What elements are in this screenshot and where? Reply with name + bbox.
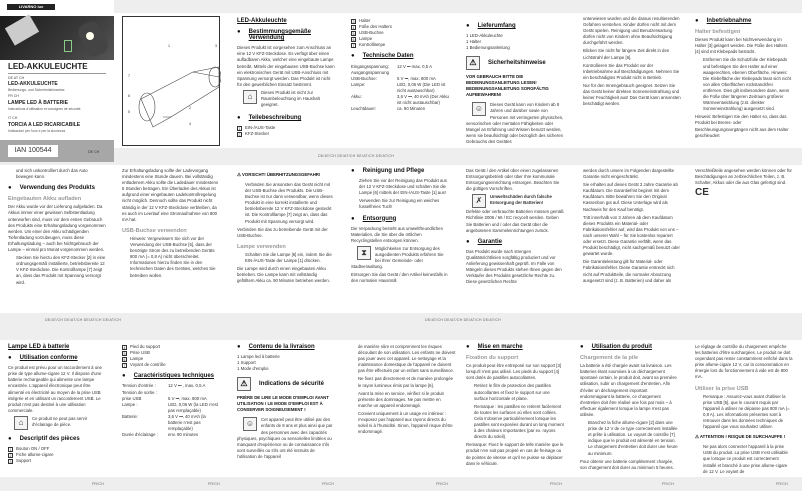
child-icon: ☺ bbox=[472, 102, 486, 116]
brand-logo: LIVARNO lux bbox=[7, 4, 55, 10]
flashlight-diagram bbox=[123, 17, 221, 147]
de-disposal-text2: Entsorgen Sie das Gerät / den Artikel keinesfalls in den normalen Hausmüll. bbox=[351, 272, 448, 284]
footer-fr-6: FR/CH bbox=[662, 482, 674, 486]
de-col-safety-cont bbox=[583, 16, 681, 109]
de-lamp-text: Die Lampe wird durch einen eingebauten Akku betrieben. Die Lampe kann mit vollständig gefülltem Akku ca. 90 Minuten betrieben werden. bbox=[237, 266, 330, 284]
de-battery-heading: Umweltschäden durch falsche Entsorgung der Batterien! bbox=[490, 194, 552, 206]
fr-overheat-heading: ⚠ ATTENTION ! RISQUE DE SURCHAUFFE ! bbox=[695, 434, 786, 440]
de-part-3: 3 Halter bbox=[352, 18, 371, 24]
de-charge-text: Der Akku wurde vor der Lieferung aufgeladen. Da Akkus immer einer gewissen Selbstentladung unterworfen sind, muss vor dem ersten Gebrauch des Produkts eine Erhaltungsladung vorgenommen werden. Um einer den Akku schädigenden Tiefentladung vorzubeugen, muss diese Erhaltungsladung – auch bei Nichtgebrauch der Lampe – einmal pro Monat vorgenommen werden. bbox=[8, 204, 106, 253]
de-lamp-heading: Lampe verwenden bbox=[237, 243, 286, 250]
cover-flags: DE CH bbox=[88, 150, 100, 154]
de-disposal-heading: Entsorgung bbox=[362, 215, 397, 222]
de-charge-text2: Zur Erhaltungsladung sollte der Ladevorgang mindestens eine Stunde dauern. Bei vollständig entladenem Akku sollte die Ladedauer mindestens 5 Stunden betragen. Ein Überladen des Akkus ist aufgrund einer eingebauten Ladekontrollregelung nicht möglich. Dennoch sollte das Produkt nicht ständig in der 12 V KFZ-Steckdose verbleiben, da es auch im Leerlauf eine Stromaufnahme von 800 mA hat. bbox=[122, 168, 219, 222]
fr-charge-text3: Le réglage de contrôle du chargement empêche les batteries d'être surchargées. Le produit ne doit cependant pas rester constamment enfiché dans la prise allume-cigare 12 V, car la consommation en énergie lors du fonctionnement à vide est de 800 mA. bbox=[695, 344, 793, 380]
fr-scope-item: 1 Support bbox=[237, 360, 256, 366]
de-safety-caps: VOR GEBRAUCH BITTE DIE BEDIENUNGSANLEITUNG LESEN! BEDIENUNGSANLEITUNG SORGFÄLTIG AUFBEWAHREN! bbox=[466, 74, 549, 98]
de-safety-heading: Sicherheitshinweise bbox=[488, 60, 546, 67]
fr-charge-heading: Chargement de la pile bbox=[580, 355, 639, 362]
footer-row1: DE/AT/CH DE/AT/CH DE/AT/CH DE/AT/CH bbox=[318, 154, 395, 158]
de-tech-heading: Technische Daten bbox=[362, 53, 414, 60]
de-warranty-text6: Verschleißteile angesehen werden können oder für Beschädigungen an zerbrechlichen Teilen, z. B. Schalter, Akkus oder die aus Glas gefertigt sind. bbox=[695, 168, 792, 186]
crossed-bin-icon: ✗ bbox=[472, 194, 486, 208]
fr-holder-note: Remarque: Fixez le support de telle manière que le produit n'en soit pas projeté en cas de freinage ou de pointes de vitesse et qu'il ne puisse se déplacer dans le véhicule. bbox=[466, 442, 564, 466]
fr-part-2: 2 Fiche allume-cigare bbox=[9, 452, 54, 458]
fr-use-text: Ce produit est prévu pour un raccordement à une prise de type allume-cigare 12 V. Il dispose d'une batterie rechargeable qui alimente une lampe encastrée. L'appareil électronique peut être alimenté en électricité au moyen de la prise USB intégrée et en utilisant un raccordement USB. Le produit n'est pas destiné à une utilisation commerciale. bbox=[8, 365, 102, 413]
fr-safety-cont: de manière sûre et comprennent les risques découlant de son utilisation. Les enfants ne doivent pas jouer avec cet appareil. Le nettoyage et la maintenance domestique de l'appareil ne doivent pas être effectués par un enfant sans surveillance. bbox=[358, 344, 456, 374]
fr-part-1: 1 Bouton ON / OFF bbox=[9, 446, 50, 452]
warning-icon: ⚠ bbox=[695, 434, 700, 440]
de-disposal-text3: Das Gerät / den Artikel über einen zugelassenen Entsorgungsbetrieb oder über Ihre kommunale Entsorgungseinrichtung entsorgen. Beachten Sie die gültigen Vorschriften. bbox=[466, 168, 560, 192]
cover-subtitle-fr: Instructions d'utilisation et consignes de sécurité bbox=[8, 107, 81, 111]
de-clean-bullet: Ziehen Sie vor der Reinigung das Produkt aus der 12 V KFZ-Steckdose und schalten Sie die Lampe [6] mittels der EIN-/AUS-Taste [1] aus! bbox=[359, 178, 447, 196]
fr-scope-heading: Contenu de la livraison bbox=[248, 344, 315, 350]
cover-title-it: TORCIA A LED RICARICABILE bbox=[8, 122, 81, 128]
fr-safety-bullet: Ne fixez pas directement et de manière prolongée le rayon lumineux émis par la lampe [6]. bbox=[358, 376, 454, 388]
fr-part-5: 5 Prise USB bbox=[123, 350, 150, 356]
child-icon: ☺ bbox=[243, 417, 257, 431]
de-overheat-heading: ⚠ VORSICHT! ÜBERHITZUNGSGEFAHR! bbox=[237, 172, 321, 177]
cover-title-fr: LAMPE LED À BATTERIE bbox=[8, 100, 68, 106]
fr-col-tech: 4 Pied du support 5 Prise USB 6 Lampe 7 Voyant de contrôle ● Caractéristiques techniques Tension d'entrée : 12 V ⎓ , max. 0,5 A Tension de sortie : prise USB 5 V ⎓, max. 800 mA Lampe : LED, 0,06 W (la LED n'est pas remplaçable) Batterie: 3,6 V ⎓, 40 mAh (la batterie n'est pas remplaçable) Durée d'éclairage : env. 90 minutes bbox=[122, 344, 219, 438]
footer-fr-7: FR/CH bbox=[776, 482, 788, 486]
de-safety-bullet: Kontrollieren Sie das Produkt vor der Inbetriebnahme auf Beschädigungen. Nehmen Sie ein beschädigtes Produkt nicht in Betrieb. bbox=[583, 62, 680, 80]
de-col-usb bbox=[122, 168, 220, 281]
de-disposal-text: Die Verpackung besteht aus umweltfreundlichen Materialien, die Sie über die örtlichen Recyclingstellen entsorgen können. bbox=[351, 225, 443, 243]
de-use-text: Dieses Produkt ist vorgesehen zum Anschluss an eine 12 V KFZ-Steckdose. Es verfügt über einen aufladbaren Akku, welcher eine eingebaute Lampe betreibt. Mittels der eingebauten USB-Buchse kann ein elektronisches Gerät mit USB-Anschluss mit Spannung versorgt werden. Das Produkt ist nicht für den gewerblichen Einsatz bestimmt. bbox=[237, 45, 335, 87]
footer-fr-4: FR/CH bbox=[436, 482, 448, 486]
lang-flags-fr: FR CH bbox=[8, 94, 19, 98]
warning-icon: ⚠ bbox=[237, 377, 251, 391]
fr-charge-bullet: Branchez la fiche allume-cigare [2] dans une prise de 12 V de ce type correctement installée et prête à utilisation. Le voyant de contrôle [7] indique que le produit est alimenté en tension. Le chargement d'entretien doit durer une heure au minimum. bbox=[588, 420, 678, 456]
footer-fr-1: FR/CH bbox=[92, 482, 104, 486]
de-warranty-text4: Tritt innerhalb von 3 Jahren ab dem Kaufdatum dieses Produkts ein Material- oder Fabrikationsfehler auf, wird das Produkt von uns – nach unserer Wahl – für Sie kostenlos repariert oder ersetzt. Diese Garantie verfällt, wenn das Produkt beschädigt, nicht sachgemäß benutzt oder gewartet wurde. bbox=[583, 214, 680, 257]
de-col-end bbox=[695, 168, 793, 199]
warning-icon: ⚠ bbox=[466, 56, 480, 70]
de-usb-heading: USB-Buchse verwenden bbox=[122, 227, 187, 234]
no-room-lighting-icon: ⌂ bbox=[14, 416, 28, 430]
de-charge-bullet: Stecken Sie hierzu den KFZ-Stecker [2] in eine ordnungsgemäß installierte, betriebsbereite 12 V KFZ-Steckdose. Die Kontrolllampe [7] zeigt an, dass das Produkt mit Spannung versorgt wird. bbox=[16, 255, 106, 285]
figure-label-1: 1 bbox=[168, 44, 170, 48]
de-part-1: 1 EIN-/AUS-Taste bbox=[238, 125, 276, 131]
de-use-note: Dieses Produkt ist nicht zur Raumbeleuchtung im Haushalt geeignet. bbox=[261, 89, 320, 108]
de-warranty-text: Das Produkt wurde nach strengen Qualitätsrichtlinien sorgfältig produziert und vor Anlieferung gewissenhaft geprüft. Im Falle von Mängeln dieses Produkts stehen Ihnen gegen den Verkäufer des Produkts gesetzliche Rechte zu. Diese gesetzlichen Rechte bbox=[466, 248, 562, 285]
cover-title: LED-AKKULEUCHTE bbox=[8, 62, 88, 71]
de-scope-heading: Lieferumfang bbox=[477, 23, 516, 29]
de-col-clean: ● Reinigung und Pflege Ziehen Sie vor der Reinigung das Produkt aus der 12 V KFZ-Steckdose und schalten Sie die Lampe [6] mittels der EIN-/AUS-Taste [1] aus! Verwenden Sie zur Reinigung ein weiches fusselfreies Tuch! ● Entsorgung Die Verpackung besteht aus umweltfreundlichen Materialien, die Sie über die örtlichen Recyclingstellen entsorgen können. ⧗ Möglichkeiten zur Entsorgung des ausgedienten Produkts erfahren Sie bei Ihrer Gemeinde- oder Stadtverwaltung. Entsorgen Sie das Gerät / den Artikel keinesfalls in den normalen Hausmüll. bbox=[351, 168, 448, 284]
fr-title: Lampe LED à batterie bbox=[8, 344, 70, 350]
cover-subtitle-de: Bedienungs- und Sicherheitshinweise bbox=[8, 88, 65, 92]
de-overheat-bullet: Verbinden Sie das zu betreibende Gerät mit der USB-Buchse. bbox=[237, 226, 328, 238]
fr-charge-text2: Pour obtenir une batterie complètement chargée, son chargement doit durer au minimum 5 heures. bbox=[580, 458, 674, 470]
lang-flags-de: DE AT CH bbox=[8, 76, 25, 80]
de-battery-text: Defekte oder verbrauchte Batterien müssen gemäß Richtlinie 2006 / 66 / EC recycelt werden. Geben Sie Batterien und / oder das Gerät über die angebotenen Sammeleinrichtungen zurück. bbox=[466, 209, 564, 233]
fr-holder-remark: Remarque : les pastilles ne retirent facilement de toutes les surfaces où elles sont collées. Cela s'observe particulièrement lorsque les pastilles sont exposées durant un long moment à des chaleurs importantes (par ex. rayons directs du soleil). bbox=[474, 403, 564, 440]
fr-tech-heading: Caractéristiques techniques bbox=[133, 373, 214, 380]
lang-flags-it: IT CH bbox=[8, 116, 18, 120]
de-col-tech: 3 Halter 4 Füße des Halters 5 USB-Buchse 6 Lampe 7 Kontrolllampe ● Technische Daten Eingangsspannung: 12 V ⎓ max. 0,5 A Ausgangsspannung USB-Buchse: 5 V ⎓, max. 800 mA Lampe: LED, 0,06 W (Die LED ist nicht austauschbar) Akku: 3,6 V ⎓, 40 mAh (Der Akku ist nicht austauschbar) Leuchtdauer: ca. 90 Minuten bbox=[351, 18, 449, 112]
footer-fr-2: FR/CH bbox=[208, 482, 220, 486]
fr-scope-item: 1 Mode d'emploi bbox=[237, 366, 269, 372]
fr-part-7: 7 Voyant de contrôle bbox=[123, 362, 166, 368]
fr-usb-heading: Utiliser la prise USB bbox=[695, 385, 749, 392]
de-scope-item: 1 Halter bbox=[466, 39, 482, 45]
figure-label-2: 2 bbox=[189, 106, 191, 110]
de-warranty-text3: Sie erhalten auf dieses Gerät 3 Jahre Garantie ab Kaufdatum. Die Garantiefrist beginnt mit dem Kaufdatum. Bitte bewahren Sie den Original Kassenbon gut auf. Diese Unterlage wird als Nachweis für den Kauf benötigt. bbox=[583, 182, 678, 212]
de-tech-table: Eingangsspannung: 12 V ⎓ max. 0,5 A Ausgangsspannung USB-Buchse: 5 V ⎓, max. 800 mA Lampe: LED, 0,06 W (Die LED ist nicht austauschbar) Akku: 3,6 V ⎓, 40 mAh (Der Akku ist nicht austauschbar) Leuchtdauer: ca. 90 Minuten bbox=[351, 63, 449, 112]
fr-holder-bullet: Retirez le film de protection des pastilles autocollantes et fixez le support sur une surface horizontale et plane. bbox=[474, 383, 551, 401]
de-col-safety: ● Lieferumfang 1 LED-Akkuleuchte 1 Halter 1 Bedienungsanleitung ⚠ Sicherheitshinweise VOR GEBRAUCH BITTE DIE BEDIENUNGSANLEITUNG LESEN! BEDIENUNGSANLEITUNG SORGFÄLTIG AUFBEWAHREN! ☺ Dieses Gerät kann von Kindern ab 8 Jahren und darüber sowie von Personen mit verringerten physischen, sensorischen oder mentalen Fähigkeiten oder Mangel an Erfahrung und Wissen benutzt werden, wenn sie beaufsichtigt oder bezüglich des sicheren Gebrauchs des Gerätes bbox=[466, 23, 564, 144]
fr-scope-item: 1 Lampe led à batterie bbox=[237, 354, 280, 360]
de-part-7: 7 Kontrolllampe bbox=[352, 42, 386, 48]
de-clean-bullet: Verwenden Sie zur Reinigung ein weiches fusselfreies Tuch! bbox=[359, 198, 440, 210]
fr-holder-text: Ce produit peut être entreposé sur son support [3] lorsqu'il n'est pas utilisé. Les pieds du support [4] sont dotés de pastilles autocollantes. bbox=[466, 363, 562, 381]
fr-safety-bullet: Avant la mise en service, vérifiez si le produit présente des dommages. Ne pas mettre en marche un appareil endommagé. bbox=[358, 390, 444, 408]
de-part-2: 2 KFZ-Stecker bbox=[238, 131, 270, 137]
de-part-4: 4 Füße des Halters bbox=[352, 24, 392, 30]
de-usb-bullet: Hinweis: Vergewissern Sie sich vor der Verwendung der USB-Buchse [5], dass der benötigte Strom des zu betreibenden Geräts 800 mA (= 0,8 A) nicht überschreitet. Informationen hierzu finden Sie in den technischen Daten des Gerätes, welches Sie betreiben wollen. bbox=[130, 235, 216, 278]
de-holder-note: Hinweis: Befestigen Sie den Halter so, dass das Produkt bei Brems- oder Beschleunigungsvorgängen nicht aus dem Halter geschleudert bbox=[695, 114, 789, 138]
figure-label-6: 6 bbox=[128, 94, 130, 98]
cover-subtitle-it: Indicazioni per l'uso e per la sicurezza bbox=[8, 129, 66, 133]
fr-charge-text: La batterie a été chargée avant sa livraison. Les batteries étant soumises à un déchargement spontané certain, le produit doit, avant sa première utilisation, subir un chargement d'entretien. Afin d'éviter un déchargement important endommageant la batterie, ce chargement d'entretien doit être réalisé une fois par mois – à effectuer également lorsque la lampe n'est pas utilisée. bbox=[580, 363, 677, 417]
fr-safety-heading: Indications de sécurité bbox=[259, 381, 325, 388]
figure-label-5: 5 bbox=[128, 110, 130, 114]
fr-part-4: 4 Pied du support bbox=[123, 344, 161, 350]
fr-col-safety: ● Contenu de la livraison 1 Lampe led à batterie 1 Support 1 Mode d'emploi ⚠ Indications de sécurité PRIÈRE DE LIRE LE MODE D'EMPLOI AVANT UTILISATION ! LE MODE D'EMPLOI EST À CONSERVER SOIGNEUSEMENT ! ☺ Cet appareil peut être utilisé par des enfants de 8 ans et plus ainsi que par des personnes avec des capacités physiques, psychiques ou sensorielles limitées ou manquant d'expérience ou de connaissance s'ils sont surveillés ou s'ils ont été instruits de l'utilisation de l'appareil bbox=[237, 344, 335, 462]
de-use2-heading: Verwendung des Produkts bbox=[19, 185, 95, 192]
hourglass-recycle-icon: ⧗ bbox=[357, 246, 371, 260]
de-safety-cont: unterwiesen wurden und die daraus resultierenden Gefahren verstehen. Kinder dürfen nicht mit dem Gerät spielen. Reinigung und Benutzerwartung dürfen nicht von Kindern ohne Beaufsichtigung durchgeführt werden. bbox=[583, 16, 680, 46]
de-col-warranty bbox=[583, 168, 681, 286]
de-charge-heading: Eingebauten Akku aufladen bbox=[8, 196, 82, 203]
de-overheat-text: Verbinden Sie ansonsten das Gerät nicht mit der USB-Buchse des Produkts. Die USB-Buchse ist nur dann verwendbar, wenn dieses Produkt in eine korrekt installierte und betriebsbereite 12 V KFZ-Steckdose gesteckt ist. Die Kontrolllampe [7] zeigt an, dass das Produkt mit Spannung versorgt wird. bbox=[245, 182, 333, 224]
de-safety-bullet: Blicken Sie nicht für längere Zeit direkt in den Lichtstrahl der Lampe [6]. bbox=[583, 48, 670, 60]
de-clean-heading: Reinigung und Pflege bbox=[362, 168, 425, 174]
de-lamp-bullet: Schalten Sie die Lampe [6] ein, indem Sie die EIN-/AUS-Taste der Lampe [1] drücken. bbox=[245, 251, 332, 264]
de-warranty-text5: Die Garantieleistung gilt für Material- oder Fabrikationsfehler. Diese Garantie erstreckt sich nicht auf Produktteile, die normaler Abnutzung ausgesetzt sind (z. B. Batterien) und daher als bbox=[583, 259, 675, 283]
figure-label-7: 7 bbox=[128, 74, 130, 78]
no-room-lighting-icon: ⌂ bbox=[243, 90, 257, 104]
de-disposal-icon-text: Möglichkeiten zur Entsorgung des ausgedienten Produkts erfahren Sie bei Ihrer Gemeinde- oder Stadtverwaltung. bbox=[351, 245, 444, 270]
footer-row2: DE/AT/CH DE/AT/CH DE/AT/CH DE/AT/CH bbox=[45, 318, 122, 322]
de-safety-bullet: Nur für den Innengebrauch geeignet. Setzen Sie das Gerät keiner direkten Sonneneinstrahlung und keiner Feuchtigkeit aus! Das Gerät kann ansonsten beschädigt werden. bbox=[583, 82, 681, 107]
cover-page bbox=[0, 0, 114, 162]
de-col-start: ● Inbetriebnahme Halter befestigen Dieses Produkt kann bei Nichtverwendung im Halter [3] gelagert werden. Die Füße des Halters [4] sind mit Klebepads bestückt. Entfernen Sie die Schutzfolie der Klebepads und befestigen Sie den Halter auf einer waagerechten, ebenen Oberfläche. Hinweis: Die Klebefläche der Klebepads lässt sich nicht von allen Oberflächen rückstandsfrei entfernen. Dies gilt insbesondere dann, wenn die Füße über längeren Zeitraum größerer Wärmeentwicklung (z.B. direkter Sonneneinstrahlung) ausgesetzt sind. Hinweis: Befestigen Sie den Halter so, dass das Produkt bei Brems- oder Beschleunigungsvorgängen nicht aus dem Halter geschleudert bbox=[695, 18, 792, 138]
fr-col-start: ● Mise en marche Fixation du support Ce produit peut être entreposé sur son support [3] lorsqu'il n'est pas utilisé. Les pieds du support [4] sont dotés de pastilles autocollantes. Retirez le film de protection des pastilles autocollantes et fixez le support sur une surface horizontale et plane. Remarque : les pastilles ne retirent facilement de toutes les surfaces où elles sont collées. Cela s'observe particulièrement lorsque les pastilles sont exposées durant un long moment à des chaleurs importantes (par ex. rayons directs du soleil). Remarque: Fixez le support de telle manière que le produit n'en soit pas projeté en cas de freinage ou de pointes de vitesse et qu'il ne puisse se déplacer dans le véhicule. bbox=[466, 344, 564, 466]
fr-usb-bullet: Remarque : Assurez-vous avant d'utiliser la prise USB [5], que le courant requis par l'appareil à utiliser ne dépasse pas 800 mA (= 0,8 A). Les informations présentes sont à retrouver dans les données techniques de l'appareil que vous souhaitez utiliser. bbox=[703, 393, 790, 430]
fr-start-heading: Mise en marche bbox=[477, 344, 523, 350]
cover-photo bbox=[0, 16, 114, 60]
fr-use2-heading: Utilisation du produit bbox=[591, 344, 652, 350]
warning-icon: ⚠ bbox=[237, 172, 243, 177]
de-col-intro: LED-Akkuleuchte ● Bestimmungsgemäße Verwendung Dieses Produkt ist vorgesehen zum Anschluss an eine 12 V KFZ-Steckdose. Es verfügt über einen aufladbaren Akku, welcher eine eingebaute Lampe betreibt. Mittels der eingebauten USB-Buchse kann ein elektronisches Gerät mit USB-Anschluss mit Spannung versorgt werden. Das Produkt ist nicht für den gewerblichen Einsatz bestimmt. ⌂ Dieses Produkt ist nicht zur Raumbeleuchtung im Haushalt geeignet. ● Teilebeschreibung 1 EIN-/AUS-Taste 2 KFZ-Stecker bbox=[237, 18, 335, 137]
fr-overheat-text: Ne pas alors connecter l'appareil à la prise USB du produit. La prise USB n'est utilisable que lorsque ce produit est correctement installé et branché à une prise allume-cigare de 12 V. Le voyant de bbox=[703, 444, 788, 474]
de-part-6: 6 Lampe bbox=[352, 36, 373, 42]
de-warranty-text2: werden durch unsere im Folgenden dargestellte Garantie nicht eingeschränkt. bbox=[583, 168, 675, 180]
footer-row2b: DE/AT/CH DE/AT/CH DE/AT/CH DE/AT/CH bbox=[425, 318, 502, 322]
product-illustration bbox=[122, 16, 220, 146]
fr-use-heading: Utilisation conforme bbox=[19, 355, 78, 362]
fr-use-note: Ce produit ne peut pas servir d'éclairage de pièce. bbox=[32, 415, 88, 428]
fr-col-safety-cont bbox=[358, 344, 456, 437]
fr-part-6: 6 Lampe bbox=[123, 356, 144, 362]
fr-col-intro: Lampe LED à batterie ● Utilisation conforme Ce produit est prévu pour un raccordement à une prise de type allume-cigare 12 V. Il dispose d'une batterie rechargeable qui alimente une lampe encastrée. L'appareil électronique peut être alimenté en électricité au moyen de la prise USB intégrée et en utilisant un raccordement USB. Le produit n'est pas destiné à une utilisation commerciale. ⌂ Ce produit ne peut pas servir d'éclairage de pièce. ● Descriptif des pièces 1 Bouton ON / OFF 2 Fiche allume-cigare 3 Support bbox=[8, 344, 106, 464]
de-scope-item: 1 LED-Akkuleuchte bbox=[466, 33, 503, 39]
footer-fr-5: FR/CH bbox=[550, 482, 562, 486]
de-col-battery: Das Gerät / den Artikel über einen zugelassenen Entsorgungsbetrieb oder über Ihre kommunale Entsorgungseinrichtung entsorgen. Beachten Sie die gültigen Vorschriften. ✗ Umweltschäden durch falsche Entsorgung der Batterien! Defekte oder verbrauchte Batterien müssen gemäß Richtlinie 2006 / 66 / EC recycelt werden. Geben Sie Batterien und / oder das Gerät über die angebotenen Sammeleinrichtungen zurück. ● Garantie Das Produkt wurde nach strengen Qualitätsrichtlinien sorgfältig produziert und vor Anlieferung gewissenhaft geprüft. Im Falle von Mängeln dieses Produkts stehen Ihnen gegen den Verkäufer des Produkts gesetzliche Rechte zu. Diese gesetzlichen Rechte bbox=[466, 168, 564, 285]
de-part-5: 5 USB-Buchse bbox=[352, 30, 384, 36]
de-parts-heading: Teilebeschreibung bbox=[248, 115, 302, 122]
de-title: LED-Akkuleuchte bbox=[237, 18, 287, 24]
de-col-lamp bbox=[237, 168, 335, 286]
fr-safety-text: Cet appareil peut être utilisé par des enfants de 8 ans et plus ainsi que par des personnes avec des capacités physiques, psychiques ou sensorielles limitées ou manquant d'expérience ou de connaissance s'ils sont surveillés ou s'ils ont été instruits de l'utilisation de l'appareil bbox=[237, 417, 333, 459]
figure-label-3: 3 bbox=[215, 44, 217, 48]
cover-title-de: LED-AKKULEUCHTE bbox=[8, 81, 58, 87]
ce-mark: CE bbox=[695, 187, 709, 199]
de-holder-bullet: Entfernen Sie die Schutzfolie der Klebepads und befestigen Sie den Halter auf einer waagerechten, ebenen Oberfläche. Hinweis: Die Klebefläche der Klebepads lässt sich nicht von allen Oberflächen rückstandsfrei entfernen. Dies gilt insbesondere dann, wenn die Füße über längeren Zeitraum größerer Wärmeentwicklung (z.B. direkter Sonneneinstrahlung) ausgesetzt sind. bbox=[703, 57, 792, 112]
de-warranty-heading: Garantie bbox=[477, 238, 502, 245]
de-holder-heading: Halter befestigen bbox=[695, 29, 741, 36]
fr-parts-heading: Descriptif des pièces bbox=[19, 435, 80, 442]
de-cont-text: und sich unkontrolliert durch das Auto bewegen kann. bbox=[16, 168, 88, 180]
fr-part-3: 3 Support bbox=[9, 458, 32, 464]
de-safety-text: Dieses Gerät kann von Kindern ab 8 Jahren und darüber sowie von Personen mit verringerten physischen, sensorischen oder mentalen Fähigkeiten oder Mangel an Erfahrung und Wissen benutzt werden, wenn sie beaufsichtigt oder bezüglich des sicheren Gebrauchs des Gerätes bbox=[466, 102, 564, 144]
fr-holder-heading: Fixation du support bbox=[466, 355, 519, 362]
de-start-heading: Inbetriebnahme bbox=[706, 18, 752, 24]
ian-number: IAN 100544 bbox=[8, 145, 58, 157]
fr-tech-table: Tension d'entrée : 12 V ⎓ , max. 0,5 A Tension de sortie : prise USB 5 V ⎓, max. 800 mA Lampe : LED, 0,06 W (la LED n'est pas remplaçable) Batterie: 3,6 V ⎓, 40 mAh (la batterie n'est pas remplaçable) Durée d'éclairage : env. 90 minutes bbox=[122, 383, 219, 438]
fr-safety-caps: PRIÈRE DE LIRE LE MODE D'EMPLOI AVANT UTILISATION ! LE MODE D'EMPLOI EST À CONSERVER SOIGNEUSEMENT ! bbox=[237, 395, 329, 413]
fr-safety-bullet: Convient uniquement à un usage en intérieur : n'exposez pas l'appareil aux rayons directs du soleil ni à l'humidité. Sinon, l'appareil risque d'être endommagé. bbox=[358, 410, 453, 435]
figure-label-4: 4 bbox=[189, 122, 191, 126]
fr-col-use: ● Utilisation du produit Chargement de la pile La batterie a été chargée avant sa livraison. Les batteries étant soumises à un déchargement spontané certain, le produit doit, avant sa première utilisation, subir un chargement d'entretien. Afin d'éviter un déchargement important endommageant la batterie, ce chargement d'entretien doit être réalisé une fois par mois – à effectuer également lorsque la lampe n'est pas utilisée. Branchez la fiche allume-cigare [2] dans une prise de 12 V de ce type correctement installée et prête à utilisation. Le voyant de contrôle [7] indique que le produit est alimenté en tension. Le chargement d'entretien doit durer une heure au minimum. Pour obtenir une batterie complètement chargée, son chargement doit durer au minimum 5 heures. bbox=[580, 344, 678, 470]
footer-fr-3: FR/CH bbox=[322, 482, 334, 486]
de-holder-text: Dieses Produkt kann bei Nichtverwendung im Halter [3] gelagert werden. Die Füße des Halters [4] sind mit Klebepads bestückt. bbox=[695, 37, 788, 55]
de-scope-item: 1 Bedienungsanleitung bbox=[466, 45, 510, 51]
de-col-use: und sich unkontrolliert durch das Auto bewegen kann. ● Verwendung des Produkts Eingebauten Akku aufladen Der Akku wurde vor der Lieferung aufgeladen. Da Akkus immer einer gewissen Selbstentladung unterworfen sind, muss vor dem ersten Gebrauch des Produkts eine Erhaltungsladung vorgenommen werden. Um einer den Akku schädigenden Tiefentladung vorzubeugen, muss diese Erhaltungsladung – auch bei Nichtgebrauch der Lampe – einmal pro Monat vorgenommen werden. Stecken Sie hierzu den KFZ-Stecker [2] in eine ordnungsgemäß installierte, betriebsbereite 12 V KFZ-Steckdose. Die Kontrolllampe [7] zeigt an, dass das Produkt mit Spannung versorgt wird. bbox=[8, 168, 106, 285]
fr-col-usb bbox=[695, 344, 793, 477]
de-use-heading: Bestimmungsgemäße Verwendung bbox=[248, 29, 311, 42]
